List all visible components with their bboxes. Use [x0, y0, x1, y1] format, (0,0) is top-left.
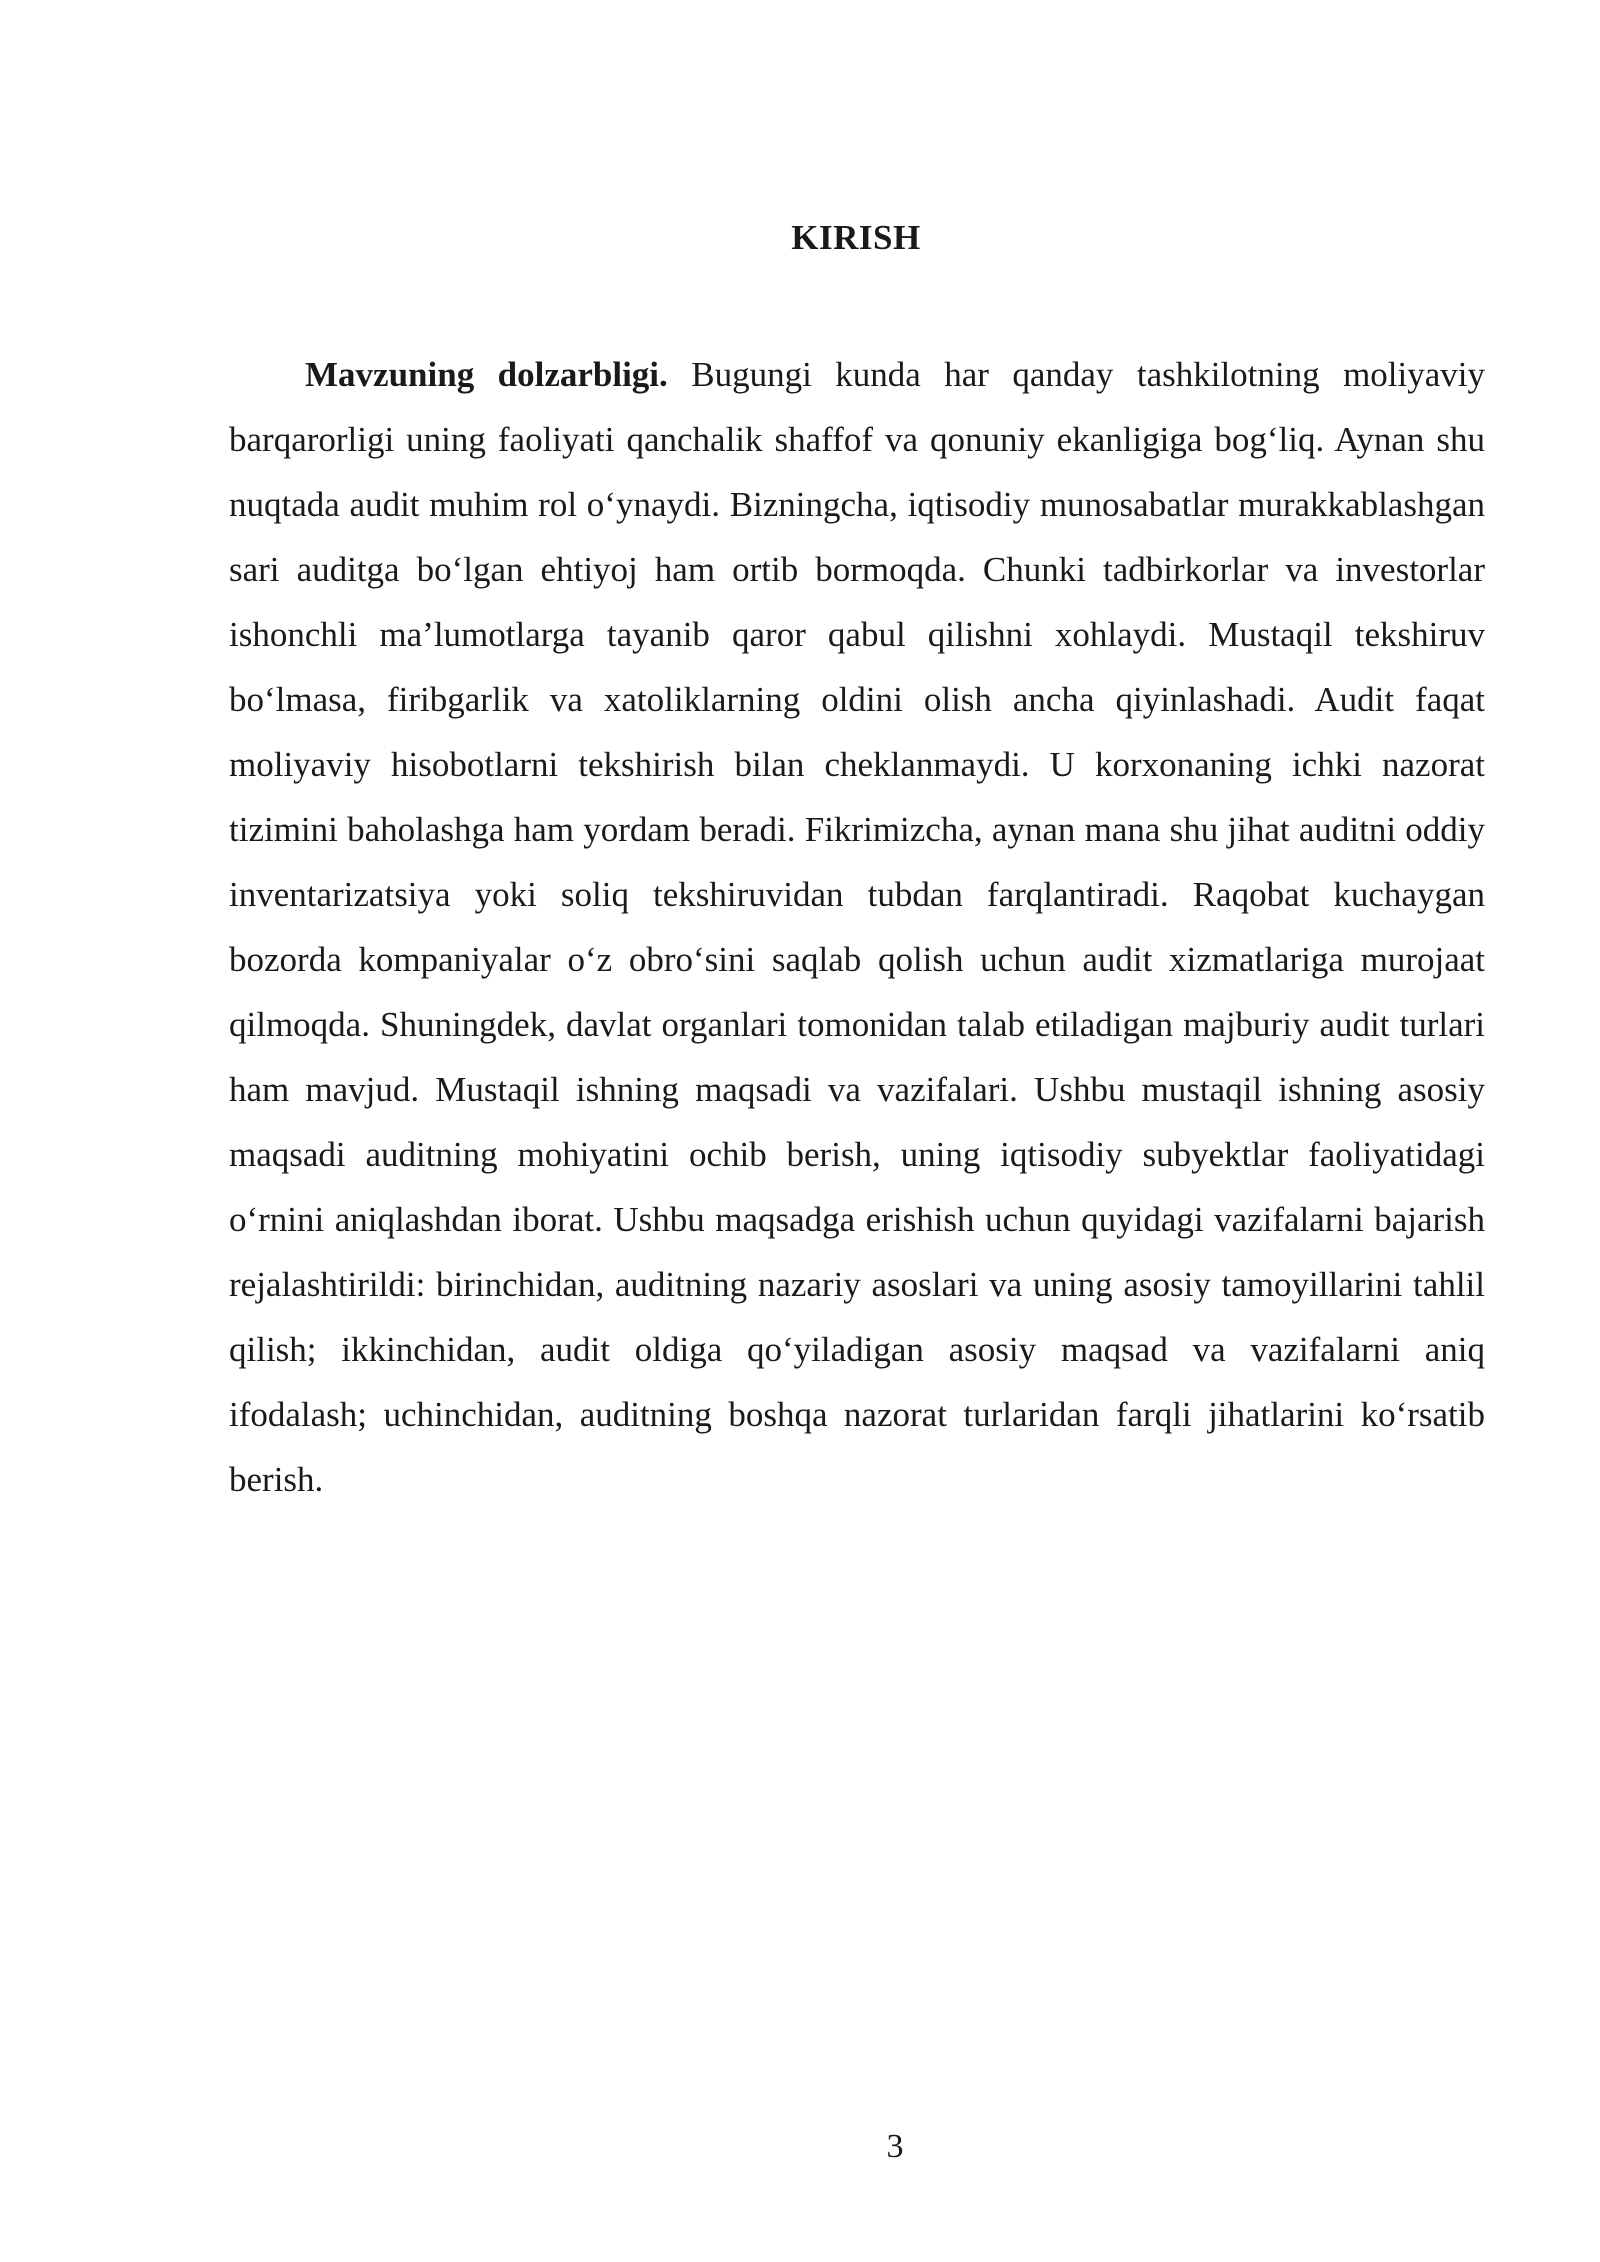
- body-paragraph: [229, 342, 1485, 1512]
- paragraph-text: Bugungi kunda har qanday tashkilotning moliyaviy barqarorligi uning faoliyati qanchalik shaffof va qonuniy ekanligiga bog‘liq. Aynan shu nuqtada audit muhim rol o‘ynaydi. Bizningcha, iqtisodiy munosabatlar murakkablashgan sari auditga bo‘lgan ehtiyoj ham ortib bormoqda. Chunki tadbirkorlar va investorlar ishonchli ma’lumotlarga tayanib qaror qabul qilishni xohlaydi. Mustaqil tekshiruv bo‘lmasa, firibgarlik va xatoliklarning oldini olish ancha qiyinlashadi. Audit faqat moliyaviy hisobotlarni tekshirish bilan cheklanmaydi. U korxonaning ichki nazorat tizimini baholashga ham yordam beradi. Fikrimizcha, aynan mana shu jihat auditni oddiy inventarizatsiya yoki soliq tekshiruvidan tubdan farqlantiradi. Raqobat kuchaygan bozorda kompaniyalar o‘z obro‘sini saqlab qolish uchun audit xizmatlariga murojaat qilmoqda. Shuningdek, davlat organlari tomonidan talab etiladigan majburiy audit turlari ham mavjud. Mustaqil ishning maqsadi va vazifalari. Ushbu mustaqil ishning asosiy maqsadi auditning mohiyatini ochib berish, uning iqtisodiy subyektlar faoliyatidagi o‘rnini aniqlashdan iborat. Ushbu maqsadga erishish uchun quyidagi vazifalarni bajarish rejalashtirildi: birinchidan, auditning nazariy asoslari va uning asosiy tamoyillarini tahlil qilish; ikkinchidan, audit oldiga qo‘yiladigan asosiy maqsad va vazifalarni aniq ifodalash; uchinchidan, auditning boshqa nazorat turlaridan farqli jihatlarini ko‘rsatib berish.: [229, 355, 1486, 1499]
- page-number: 3: [886, 2128, 904, 2165]
- page-heading: KIRISH: [791, 218, 921, 257]
- paragraph-lead: Mavzuning dolzarbligi.: [305, 355, 668, 394]
